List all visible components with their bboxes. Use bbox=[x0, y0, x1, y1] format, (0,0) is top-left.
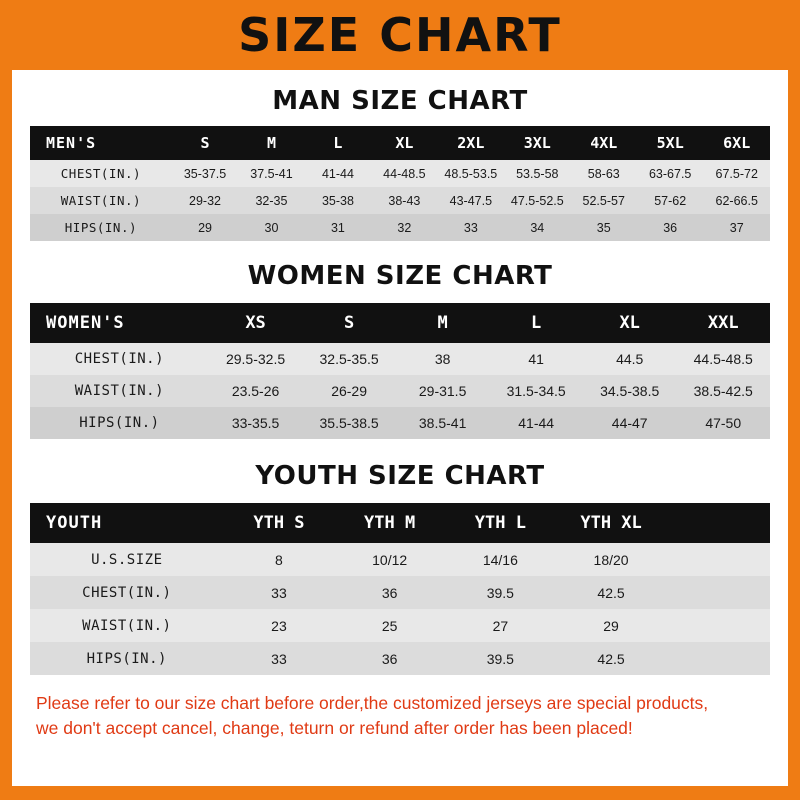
youth-header-l: YTH L bbox=[474, 513, 526, 533]
table-row bbox=[30, 187, 770, 214]
table-row bbox=[30, 214, 770, 241]
women-header-xl: XL bbox=[619, 313, 640, 333]
women-header-label: WOMEN'S bbox=[46, 313, 125, 333]
men-section-title: MAN SIZE CHART bbox=[272, 86, 528, 116]
men-table-header bbox=[30, 126, 770, 160]
men-waist-s: 29-32 bbox=[189, 193, 222, 208]
women-header-s: S bbox=[343, 313, 355, 333]
men-header-6xl: 6XL bbox=[723, 134, 751, 152]
table-row bbox=[30, 343, 770, 375]
women-size-table bbox=[30, 303, 770, 439]
women-hips-m: 38.5-41 bbox=[418, 415, 467, 431]
youth-waist-xl: 29 bbox=[603, 617, 619, 634]
women-chest-l: 41 bbox=[528, 351, 544, 367]
women-chest-xl: 44.5 bbox=[616, 351, 644, 367]
table-row bbox=[30, 407, 770, 439]
table-row bbox=[30, 609, 770, 642]
men-header-l: L bbox=[333, 134, 343, 152]
men-waist-m: 32-35 bbox=[255, 193, 288, 208]
women-hips-s: 35.5-38.5 bbox=[319, 415, 379, 431]
women-hips-xl: 44-47 bbox=[611, 415, 648, 431]
youth-header-s: YTH S bbox=[253, 513, 305, 533]
youth-ussize-s: 8 bbox=[275, 551, 283, 568]
table-header-row bbox=[30, 126, 770, 160]
youth-ussize-m: 10/12 bbox=[372, 551, 408, 568]
youth-chest-l: 39.5 bbox=[486, 584, 514, 601]
men-header-xl: XL bbox=[395, 134, 414, 152]
men-table-body bbox=[30, 160, 770, 241]
youth-header-spacer bbox=[666, 503, 770, 543]
men-waist-3xl: 47.5-52.5 bbox=[510, 193, 564, 208]
women-table-header bbox=[30, 303, 770, 343]
youth-hips-spacer bbox=[666, 642, 770, 675]
youth-hips-s: 33 bbox=[271, 650, 287, 667]
men-hips-xl: 32 bbox=[397, 220, 412, 235]
youth-ussize-xl: 18/20 bbox=[593, 551, 629, 568]
men-hips-l: 31 bbox=[330, 220, 345, 235]
youth-chest-s: 33 bbox=[271, 584, 287, 601]
page-title: SIZE CHART bbox=[238, 8, 562, 62]
table-header-row bbox=[30, 503, 770, 543]
men-header-m: M bbox=[266, 134, 276, 152]
table-header-row bbox=[30, 303, 770, 343]
women-header-xs: XS bbox=[245, 313, 266, 333]
youth-hips-l: 39.5 bbox=[486, 650, 514, 667]
women-waist-m: 29-31.5 bbox=[418, 383, 467, 399]
footer-note bbox=[36, 691, 764, 742]
women-waist-xl: 34.5-38.5 bbox=[600, 383, 660, 399]
women-table-body bbox=[30, 343, 770, 439]
table-row bbox=[30, 543, 770, 576]
youth-chest-m: 36 bbox=[381, 584, 398, 601]
men-waist-2xl: 43-47.5 bbox=[449, 193, 493, 208]
youth-row-label-chest: CHEST(IN.) bbox=[82, 584, 172, 601]
content-area bbox=[12, 86, 788, 742]
men-waist-xl: 38-43 bbox=[388, 193, 421, 208]
women-chest-xs: 29.5-32.5 bbox=[225, 351, 286, 367]
youth-waist-s: 23 bbox=[271, 617, 287, 634]
youth-table-header bbox=[30, 503, 770, 543]
women-section-title: WOMEN SIZE CHART bbox=[247, 261, 553, 291]
youth-hips-m: 36 bbox=[381, 650, 398, 667]
women-waist-s: 26-29 bbox=[331, 383, 367, 399]
youth-row-label-hips: HIPS(IN.) bbox=[86, 650, 167, 667]
men-chest-4xl: 58-63 bbox=[587, 166, 620, 181]
youth-row-label-waist: WAIST(IN.) bbox=[82, 617, 172, 634]
women-hips-xs: 33-35.5 bbox=[231, 415, 280, 431]
women-row-label-hips: HIPS(IN.) bbox=[79, 415, 160, 431]
women-hips-xxl: 47-50 bbox=[705, 415, 742, 431]
women-chest-xxl: 44.5-48.5 bbox=[693, 351, 753, 367]
footer-note-line1: Please refer to our size chart before order,the customized jerseys are special products, bbox=[36, 693, 709, 713]
women-hips-l: 41-44 bbox=[518, 415, 555, 431]
men-header-3xl: 3XL bbox=[523, 134, 551, 152]
men-size-table bbox=[30, 126, 770, 241]
men-row-label-hips: HIPS(IN.) bbox=[64, 220, 138, 235]
men-row-label-chest: CHEST(IN.) bbox=[60, 166, 142, 181]
women-waist-xs: 23.5-26 bbox=[231, 383, 280, 399]
youth-size-table bbox=[30, 503, 770, 675]
table-row bbox=[30, 642, 770, 675]
men-waist-4xl: 52.5-57 bbox=[582, 193, 625, 208]
youth-waist-spacer bbox=[666, 609, 770, 642]
youth-header-xl: YTH XL bbox=[580, 513, 642, 533]
men-header-4xl: 4XL bbox=[590, 134, 618, 152]
youth-table-body bbox=[30, 543, 770, 675]
men-chest-2xl: 48.5-53.5 bbox=[444, 166, 498, 181]
youth-hips-xl: 42.5 bbox=[597, 650, 625, 667]
women-header-m: M bbox=[437, 313, 448, 333]
men-chest-3xl: 53.5-58 bbox=[516, 166, 559, 181]
youth-ussize-l: 14/16 bbox=[482, 551, 518, 568]
men-hips-2xl: 33 bbox=[463, 220, 478, 235]
table-row bbox=[30, 375, 770, 407]
women-chest-s: 32.5-35.5 bbox=[319, 351, 379, 367]
men-chest-l: 41-44 bbox=[321, 166, 354, 181]
men-hips-6xl: 37 bbox=[729, 220, 744, 235]
men-header-2xl: 2XL bbox=[457, 134, 485, 152]
men-chest-xl: 44-48.5 bbox=[383, 166, 426, 181]
women-waist-l: 31.5-34.5 bbox=[506, 383, 566, 399]
youth-header-m: YTH M bbox=[364, 513, 416, 533]
table-row bbox=[30, 576, 770, 609]
table-row bbox=[30, 160, 770, 187]
youth-header-label: YOUTH bbox=[46, 513, 103, 533]
men-chest-s: 35-37.5 bbox=[183, 166, 227, 181]
youth-row-label-ussize: U.S.SIZE bbox=[91, 551, 163, 568]
women-row-label-waist: WAIST(IN.) bbox=[74, 383, 165, 399]
women-row-label-chest: CHEST(IN.) bbox=[74, 351, 165, 367]
youth-ussize-spacer bbox=[666, 543, 770, 576]
men-hips-s: 29 bbox=[198, 220, 212, 235]
footer-band bbox=[0, 786, 800, 800]
men-chest-5xl: 63-67.5 bbox=[648, 166, 692, 181]
men-waist-l: 35-38 bbox=[321, 193, 354, 208]
men-row-label-waist: WAIST(IN.) bbox=[60, 193, 142, 208]
men-hips-m: 30 bbox=[264, 220, 279, 235]
youth-waist-l: 27 bbox=[492, 617, 509, 634]
footer-note-line2: we don't accept cancel, change, teturn or refund after order has been placed! bbox=[36, 718, 633, 739]
men-hips-5xl: 36 bbox=[663, 220, 678, 235]
women-header-l: L bbox=[531, 313, 542, 333]
men-header-label: MEN'S bbox=[46, 134, 97, 152]
women-waist-xxl: 38.5-42.5 bbox=[693, 383, 753, 399]
men-header-5xl: 5XL bbox=[656, 134, 684, 152]
men-chest-6xl: 67.5-72 bbox=[715, 166, 758, 181]
men-hips-3xl: 34 bbox=[530, 220, 545, 235]
men-waist-6xl: 62-66.5 bbox=[715, 193, 758, 208]
men-chest-m: 37.5-41 bbox=[250, 166, 293, 181]
youth-waist-m: 25 bbox=[381, 617, 398, 634]
women-chest-m: 38 bbox=[434, 351, 451, 367]
men-hips-4xl: 35 bbox=[596, 220, 611, 235]
youth-chest-xl: 42.5 bbox=[597, 584, 625, 601]
youth-section-title: YOUTH SIZE CHART bbox=[255, 461, 545, 491]
header-band bbox=[0, 0, 800, 70]
men-waist-5xl: 57-62 bbox=[654, 193, 687, 208]
men-header-s: S bbox=[200, 134, 210, 152]
women-header-xxl: XXL bbox=[707, 313, 739, 333]
youth-chest-spacer bbox=[666, 576, 770, 609]
